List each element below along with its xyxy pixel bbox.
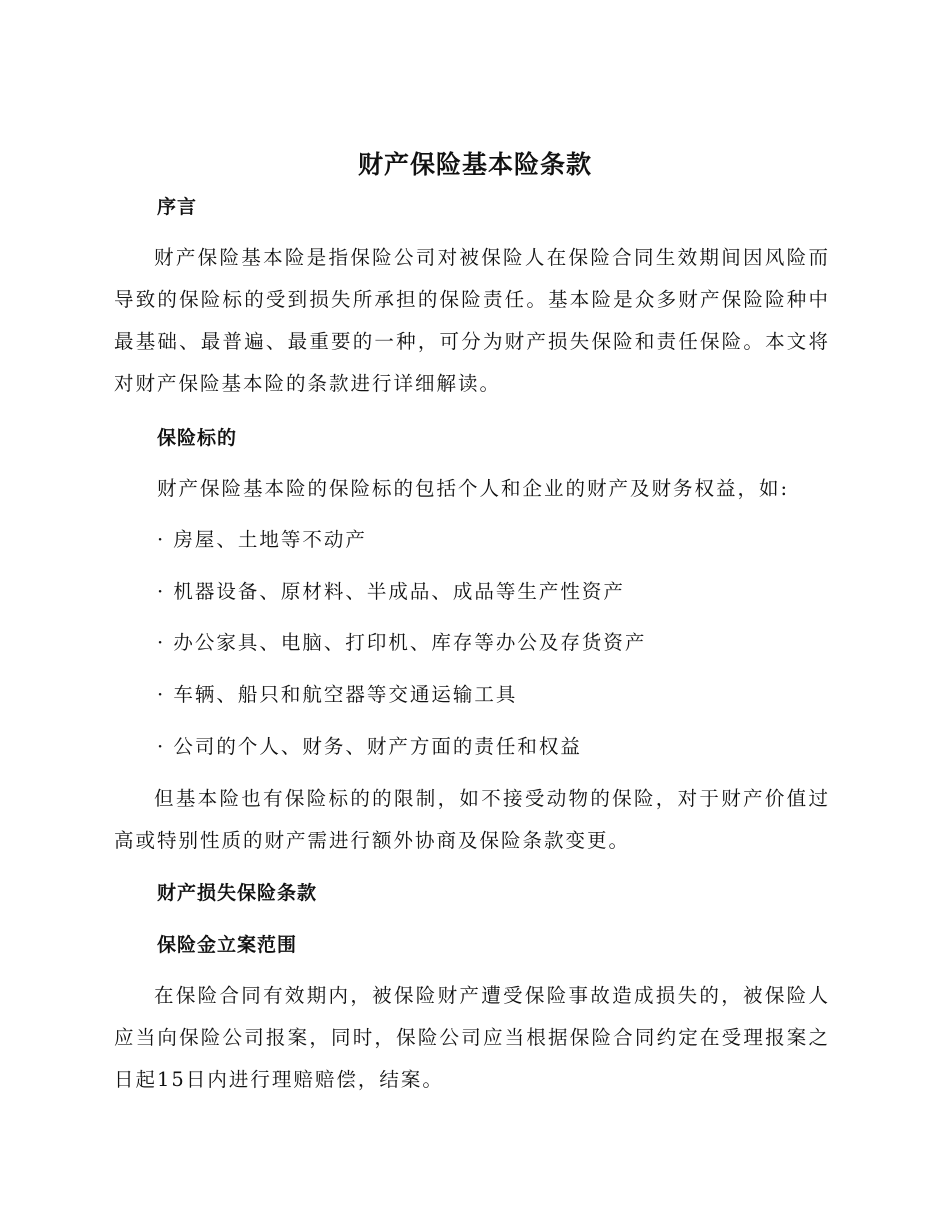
- subject-intro: 财产保险基本险的保险标的包括个人和企业的财产及财务权益，如:: [157, 477, 790, 500]
- document-title: 财产保险基本险条款: [357, 150, 592, 179]
- preface-paragraph: 财产保险基本险是指保险公司对被保险人在保险合同生效期间因风险而导致的保险标的受到损失所承担的保险责任。基本险是众多财产保险险种中最基础、最普遍、最重要的一种，可分为财产损失保险和责任保险。本文将对财产保险基本险的条款进行详细解读。: [114, 246, 830, 395]
- preface-heading: 序言: [157, 196, 198, 218]
- scope-paragraph: 在保险合同有效期内，被保险财产遭受保险事故造成损失的，被保险人应当向保险公司报案，同时，保险公司应当根据保险合同约定在受理报案之日起15日内进行理赔赔偿，结案。: [114, 984, 830, 1091]
- list-item: · 房屋、土地等不动产: [157, 528, 367, 551]
- subject-limit-paragraph: 但基本险也有保险标的的限制，如不接受动物的保险，对于财产价值过高或特别性质的财产需进行额外协商及保险条款变更。: [114, 787, 830, 852]
- subject-heading: 保险标的: [157, 427, 238, 449]
- list-item: · 车辆、船只和航空器等交通运输工具: [157, 683, 518, 706]
- loss-insurance-heading: 财产损失保险条款: [157, 882, 318, 904]
- list-item: · 办公家具、电脑、打印机、库存等办公及存货资产: [157, 631, 647, 654]
- scope-heading: 保险金立案范围: [157, 934, 298, 956]
- list-item: · 公司的个人、财务、财产方面的责任和权益: [157, 735, 582, 758]
- list-item: · 机器设备、原材料、半成品、成品等生产性资产: [157, 580, 625, 603]
